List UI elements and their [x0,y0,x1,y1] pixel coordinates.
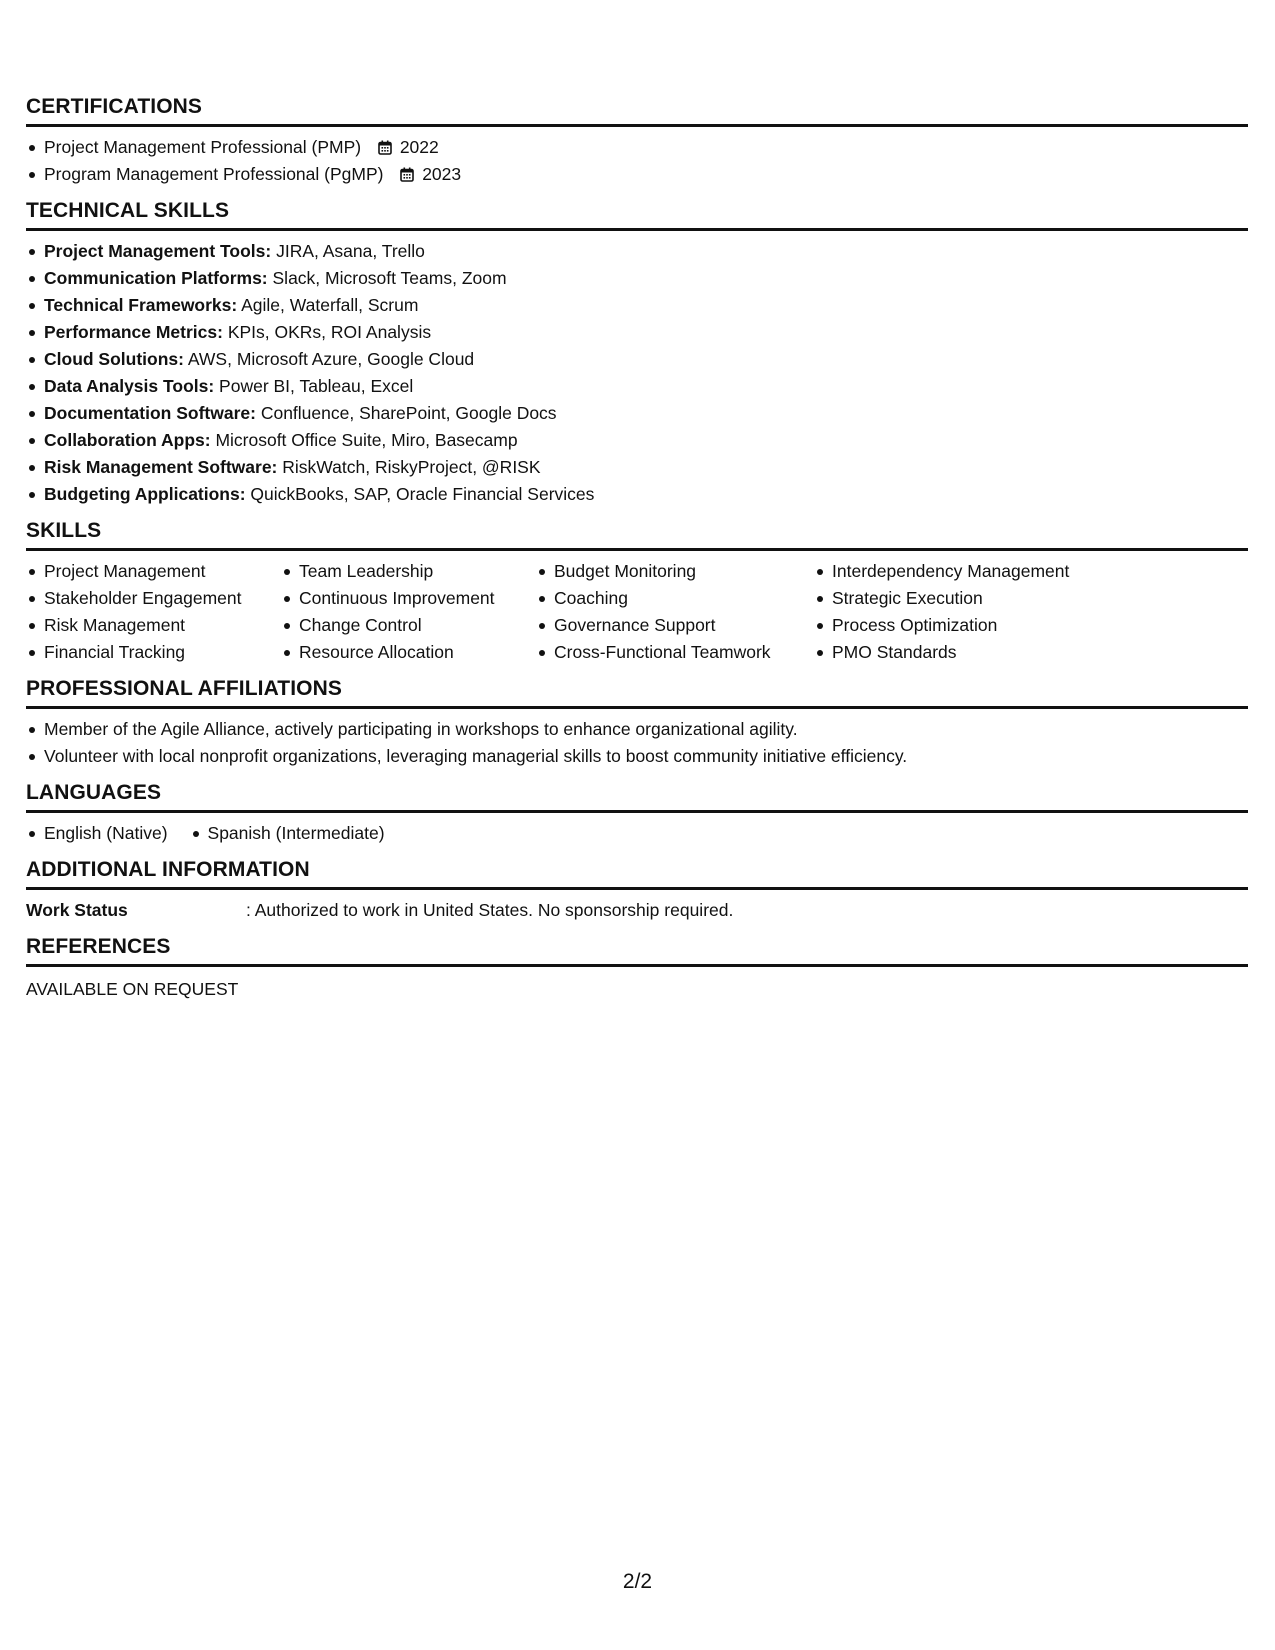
language-item: English (Native) [26,820,168,847]
affiliations-section [26,676,1248,770]
technical-skill-item [26,265,1248,292]
technical-skill-label: Communication Platforms: [44,268,268,288]
skills-column [536,558,814,666]
technical-skill-label: Risk Management Software: [44,457,278,477]
technical-skill-item [26,292,1248,319]
technical-skill-item [26,319,1248,346]
certification-item [26,161,1248,188]
certification-item [26,134,1248,161]
work-status-label: Work Status [26,900,128,920]
skill-item: Interdependency Management [814,558,1114,585]
skill-item: Cross-Functional Teamwork [536,639,814,666]
resume-page [26,94,1248,1013]
technical-skills-list [26,238,1248,508]
certification-name: Project Management Professional (PMP) [44,137,362,157]
technical-skill-item [26,454,1248,481]
skills-heading: SKILLS [26,518,1248,551]
technical-skill-label: Data Analysis Tools: [44,376,215,396]
work-status-row [26,897,1248,924]
affiliation-item: Volunteer with local nonprofit organizations, leveraging managerial skills to boost community initiative efficiency. [26,743,1248,770]
skills-grid [26,558,1248,666]
technical-skill-value: KPIs, OKRs, ROI Analysis [222,322,432,342]
technical-skill-label: Collaboration Apps: [44,430,211,450]
skills-column [814,558,1114,666]
technical-skill-value: AWS, Microsoft Azure, Google Cloud [183,349,475,369]
technical-skill-item [26,427,1248,454]
technical-skill-value: Slack, Microsoft Teams, Zoom [267,268,507,288]
affiliations-heading: PROFESSIONAL AFFILIATIONS [26,676,1248,709]
skill-item: Strategic Execution [814,585,1114,612]
skills-column [26,558,281,666]
skill-item: Resource Allocation [281,639,536,666]
references-heading: REFERENCES [26,934,1248,967]
technical-skill-value: Confluence, SharePoint, Google Docs [255,403,557,423]
technical-skill-value: Agile, Waterfall, Scrum [237,295,419,315]
references-section [26,934,1248,1003]
skill-item: Continuous Improvement [281,585,536,612]
technical-skill-value: RiskWatch, RiskyProject, @RISK [277,457,541,477]
calendar-icon [378,140,392,155]
additional-info-section [26,857,1248,924]
skill-item: Financial Tracking [26,639,281,666]
languages-list [26,820,1248,847]
languages-section [26,780,1248,847]
technical-skill-label: Budgeting Applications: [44,484,246,504]
technical-skill-item [26,481,1248,508]
technical-skill-value: QuickBooks, SAP, Oracle Financial Services [245,484,595,504]
skill-item: Coaching [536,585,814,612]
skill-item: Budget Monitoring [536,558,814,585]
certifications-list [26,134,1248,188]
skill-item: Project Management [26,558,281,585]
skill-item: Process Optimization [814,612,1114,639]
certifications-section [26,94,1248,188]
technical-skill-value: Power BI, Tableau, Excel [214,376,414,396]
skill-item: Team Leadership [281,558,536,585]
technical-skill-label: Project Management Tools: [44,241,272,261]
technical-skill-value: Microsoft Office Suite, Miro, Basecamp [210,430,518,450]
technical-skill-label: Cloud Solutions: [44,349,184,369]
calendar-icon [400,167,414,182]
skills-column [281,558,536,666]
skills-section [26,518,1248,666]
technical-skills-heading: TECHNICAL SKILLS [26,198,1248,231]
affiliations-list [26,716,1248,770]
certification-name: Program Management Professional (PgMP) [44,164,384,184]
work-status-value: : Authorized to work in United States. No sponsorship required. [246,900,734,920]
technical-skill-item [26,346,1248,373]
technical-skill-label: Documentation Software: [44,403,256,423]
certifications-heading: CERTIFICATIONS [26,94,1248,127]
technical-skill-item [26,238,1248,265]
certification-year: 2023 [422,164,462,184]
technical-skills-section [26,198,1248,508]
technical-skill-label: Technical Frameworks: [44,295,238,315]
additional-info-heading: ADDITIONAL INFORMATION [26,857,1248,890]
languages-heading: LANGUAGES [26,780,1248,813]
references-text: AVAILABLE ON REQUEST [26,979,239,999]
skill-item: Change Control [281,612,536,639]
technical-skill-label: Performance Metrics: [44,322,223,342]
technical-skill-item [26,373,1248,400]
page-number: 2/2 [622,1570,653,1593]
affiliation-item: Member of the Agile Alliance, actively participating in workshops to enhance organizational agility. [26,716,1248,743]
language-item: Spanish (Intermediate) [190,820,385,847]
technical-skill-item [26,400,1248,427]
skill-item: PMO Standards [814,639,1114,666]
skill-item: Stakeholder Engagement [26,585,281,612]
technical-skill-value: JIRA, Asana, Trello [271,241,425,261]
skill-item: Risk Management [26,612,281,639]
skill-item: Governance Support [536,612,814,639]
certification-year: 2022 [399,137,439,157]
